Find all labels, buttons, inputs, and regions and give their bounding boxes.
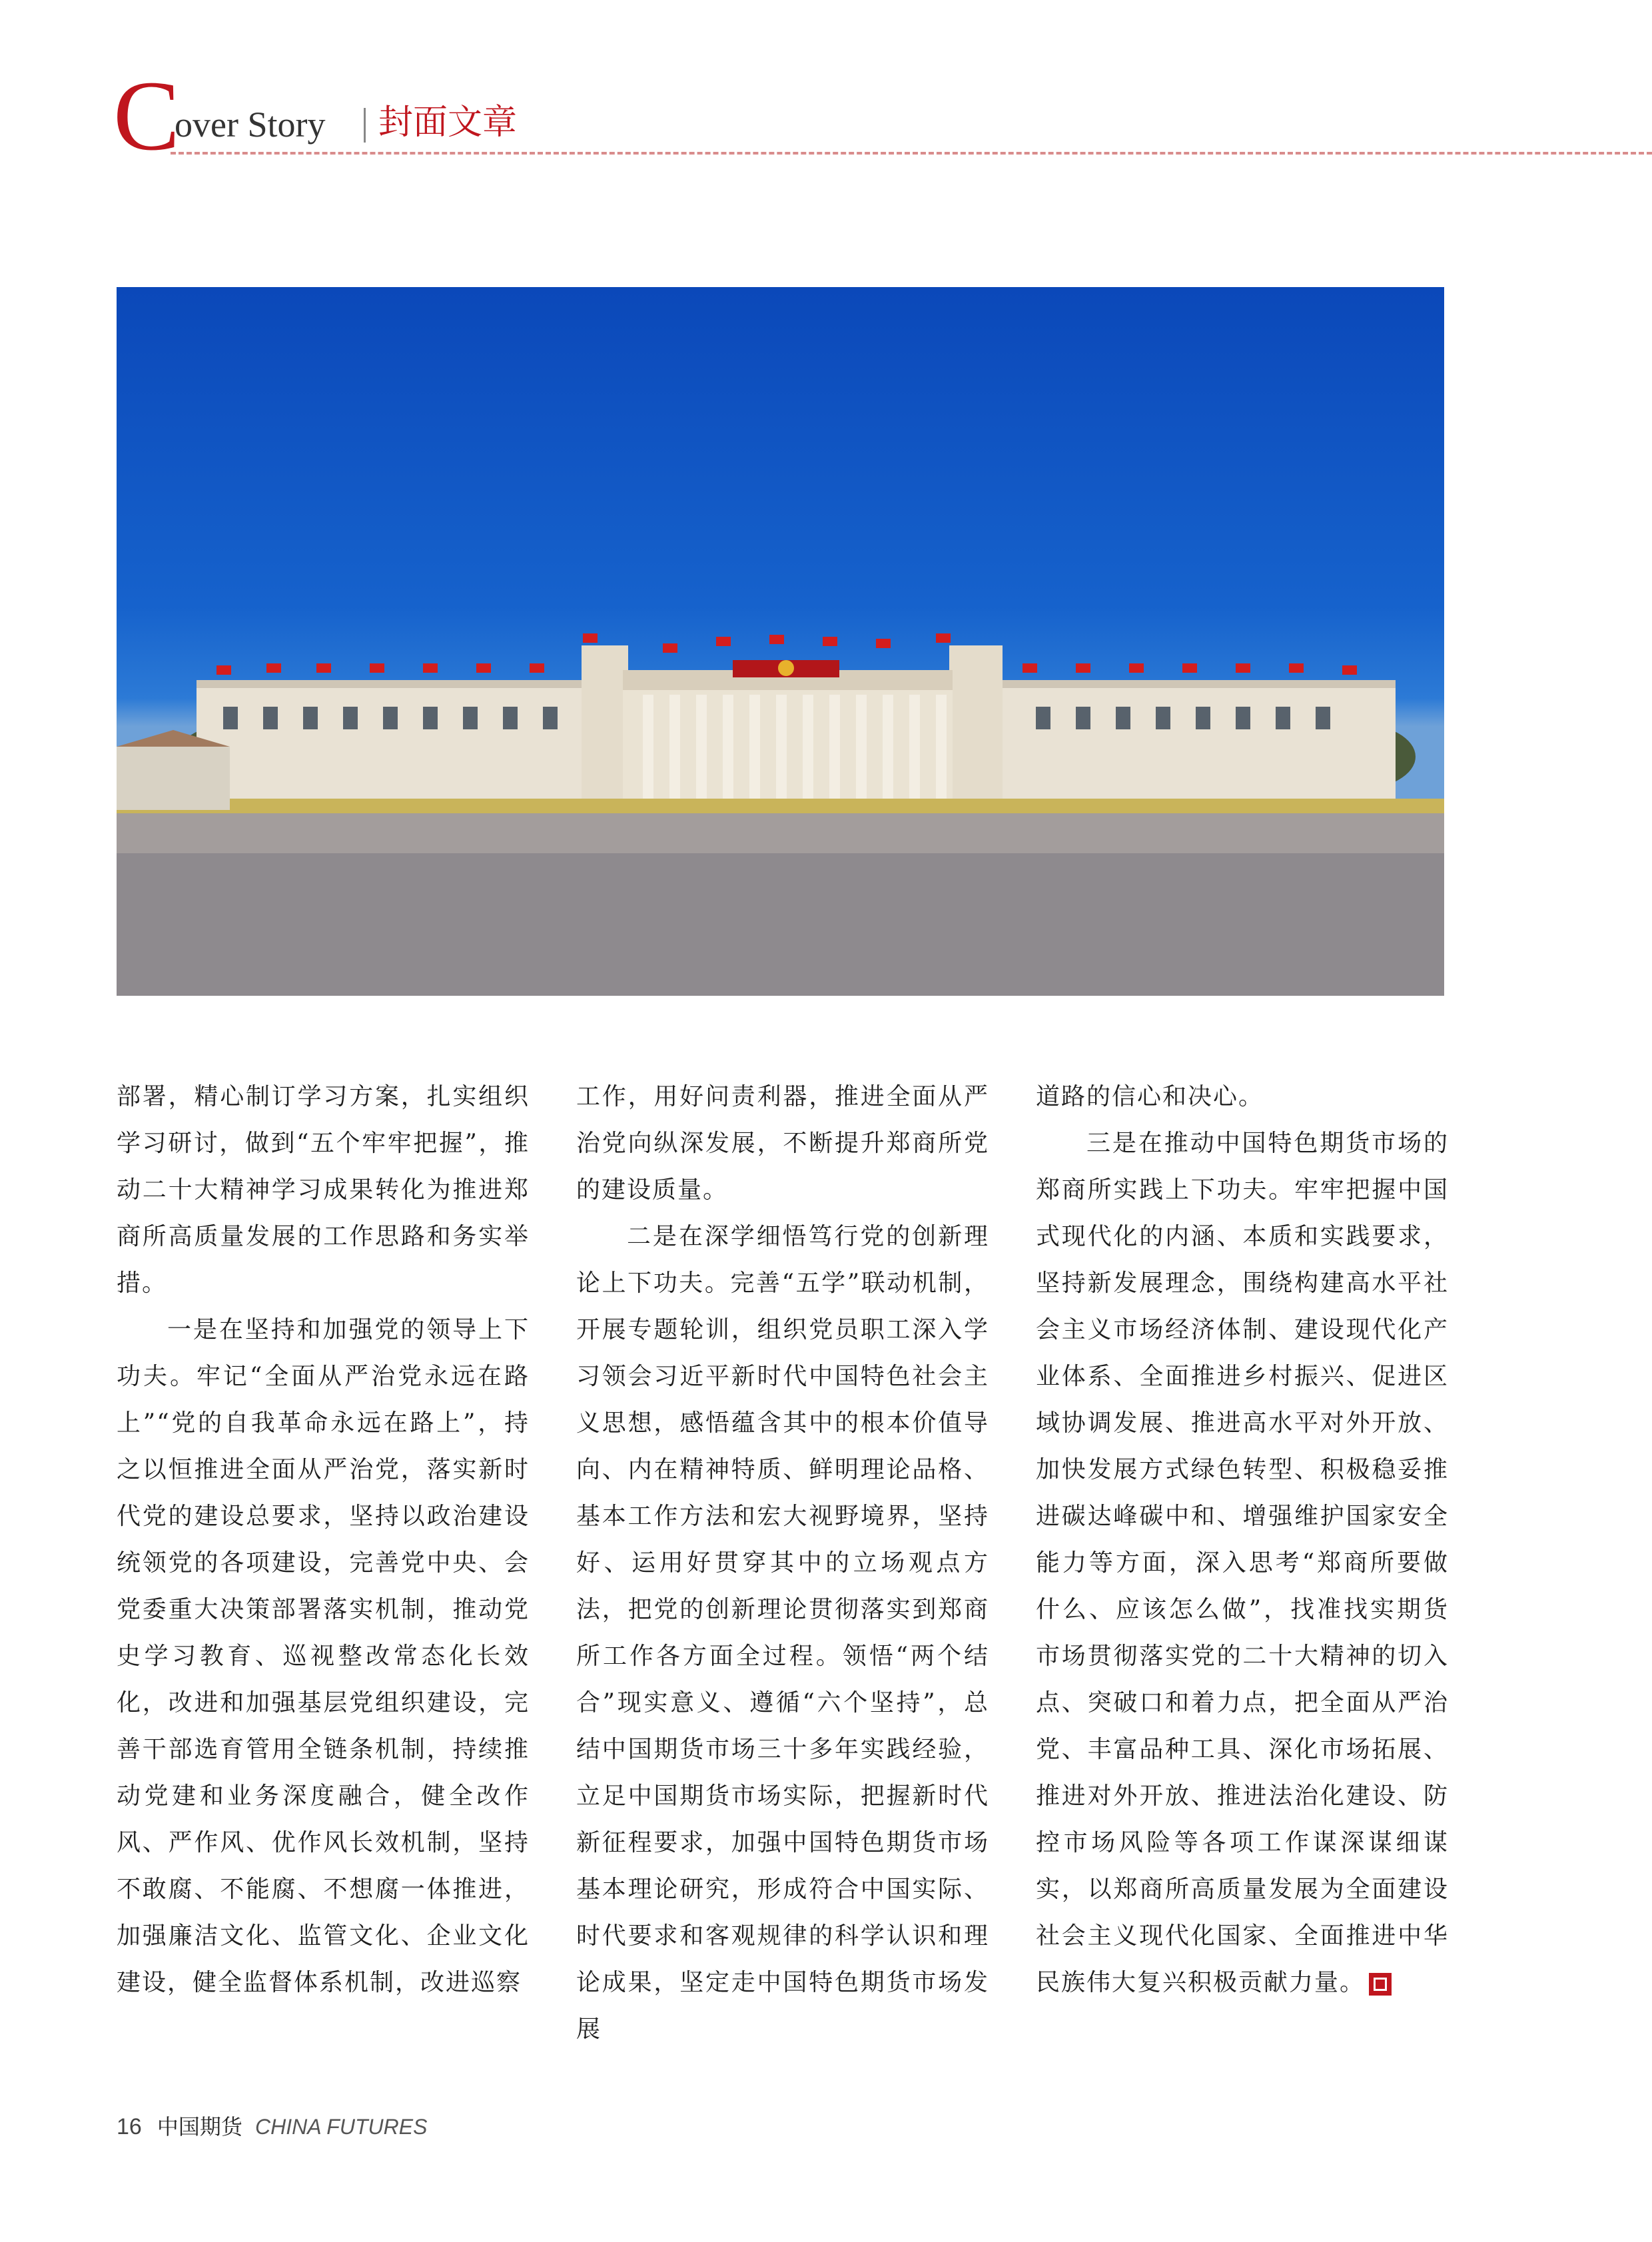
section-header xyxy=(113,61,1652,171)
plaza-far xyxy=(117,813,1444,853)
end-mark-icon xyxy=(1369,1973,1392,1996)
paragraph-text: 三是在推动中国特色期货市场的郑商所实践上下功夫。牢牢把握中国式现代化的内涵、本质和实践要求，坚持新发展理念，围绕构建高水平社会主义市场经济体制、建设现代化产业体系、全面推进乡村振兴、促进区域协调发展、推进高水平对外开放、加快发展方式绿色转型、积极稳妥推进碳达峰碳中和、增强维护国家安全能力等方面，深入思考“郑商所要做什么、应该怎么做”，找准找实期货市场贯彻落实党的二十大精神的切入点、突破口和着力点，把全面从严治党、丰富品种工具、深化市场拓展、推进对外开放、推进法治化建设、防控市场风险等各项工作谋深谋细谋实，以郑商所高质量发展为全面建设社会主义现代化国家、全面推进中华民族伟大复兴积极贡献力量。 xyxy=(1036,1130,1449,1996)
paragraph-final xyxy=(1036,1120,1449,2006)
paragraph: 二是在深学细悟笃行党的创新理论上下功夫。完善“五学”联动机制，开展专题轮训，组织党员职工深入学习领会习近平新时代中国特色社会主义思想，感悟蕴含其中的根本价值导向、内在精神特质、鲜明理论品格、基本工作方法和宏大视野境界，坚持好、运用好贯穿其中的立场观点方法，把党的创新理论贯彻落实到郑商所工作各方面全过程。领悟“两个结合”现实意义、遵循“六个坚持”，总结中国期货市场三十多年实践经验，立足中国期货市场实际，把握新时代新征程要求，加强中国特色期货市场基本理论研究，形成符合中国实际、时代要求和客观规律的科学认识和理论成果，坚定走中国特色期货市场发展 xyxy=(576,1223,989,2043)
page-number: 16 xyxy=(117,2114,142,2139)
building-illustration xyxy=(117,287,1444,996)
yellow-fence xyxy=(117,799,1444,813)
header-dashed-rule xyxy=(171,152,1652,155)
magazine-name-en: CHINA FUTURES xyxy=(255,2115,428,2139)
emblem xyxy=(778,660,794,676)
logo-initial: C xyxy=(113,61,181,171)
paragraph: 部署，精心制订学习方案，扎实组织学习研讨，做到“五个牢牢把握”，推动二十大精神学习成果转化为推进郑商所高质量发展的工作思路和务实举措。 xyxy=(117,1083,530,1297)
right-tower xyxy=(949,645,1003,809)
right-wing xyxy=(1003,685,1396,799)
paragraph: 道路的信心和决心。 xyxy=(1036,1083,1264,1110)
building-photo xyxy=(117,287,1444,996)
side-building xyxy=(117,747,230,810)
page-footer xyxy=(117,2110,427,2150)
section-title-cn: 封面文章 xyxy=(378,103,518,143)
text-column-3 xyxy=(1036,1074,1449,2006)
text-column-1 xyxy=(117,1074,530,2006)
text-column-2 xyxy=(576,1074,989,2053)
section-title-en: over Story xyxy=(175,105,326,145)
magazine-name-cn: 中国期货 xyxy=(157,2114,242,2139)
paragraph: 一是在坚持和加强党的领导上下功夫。牢记“全面从严治党永远在路上”“党的自我革命永远在路上”，持之以恒推进全面从严治党，落实新时代党的建设总要求，坚持以政治建设统领党的各项建设，完善党中央、会党委重大决策部署落实机制，推动党史学习教育、巡视整改常态化长效化，改进和加强基层党组织建设，完善干部选育管用全链条机制，持续推动党建和业务深度融合，健全改作风、严作风、优作风长效机制，坚持不敢腐、不能腐、不想腐一体推进，加强廉洁文化、监管文化、企业文化建设，健全监督体系机制，改进巡察 xyxy=(117,1316,530,1996)
left-tower xyxy=(582,645,628,809)
paragraph: 工作，用好问责利器，推进全面从严治党向纵深发展，不断提升郑商所党的建设质量。 xyxy=(576,1083,989,1204)
title-divider xyxy=(364,108,366,143)
